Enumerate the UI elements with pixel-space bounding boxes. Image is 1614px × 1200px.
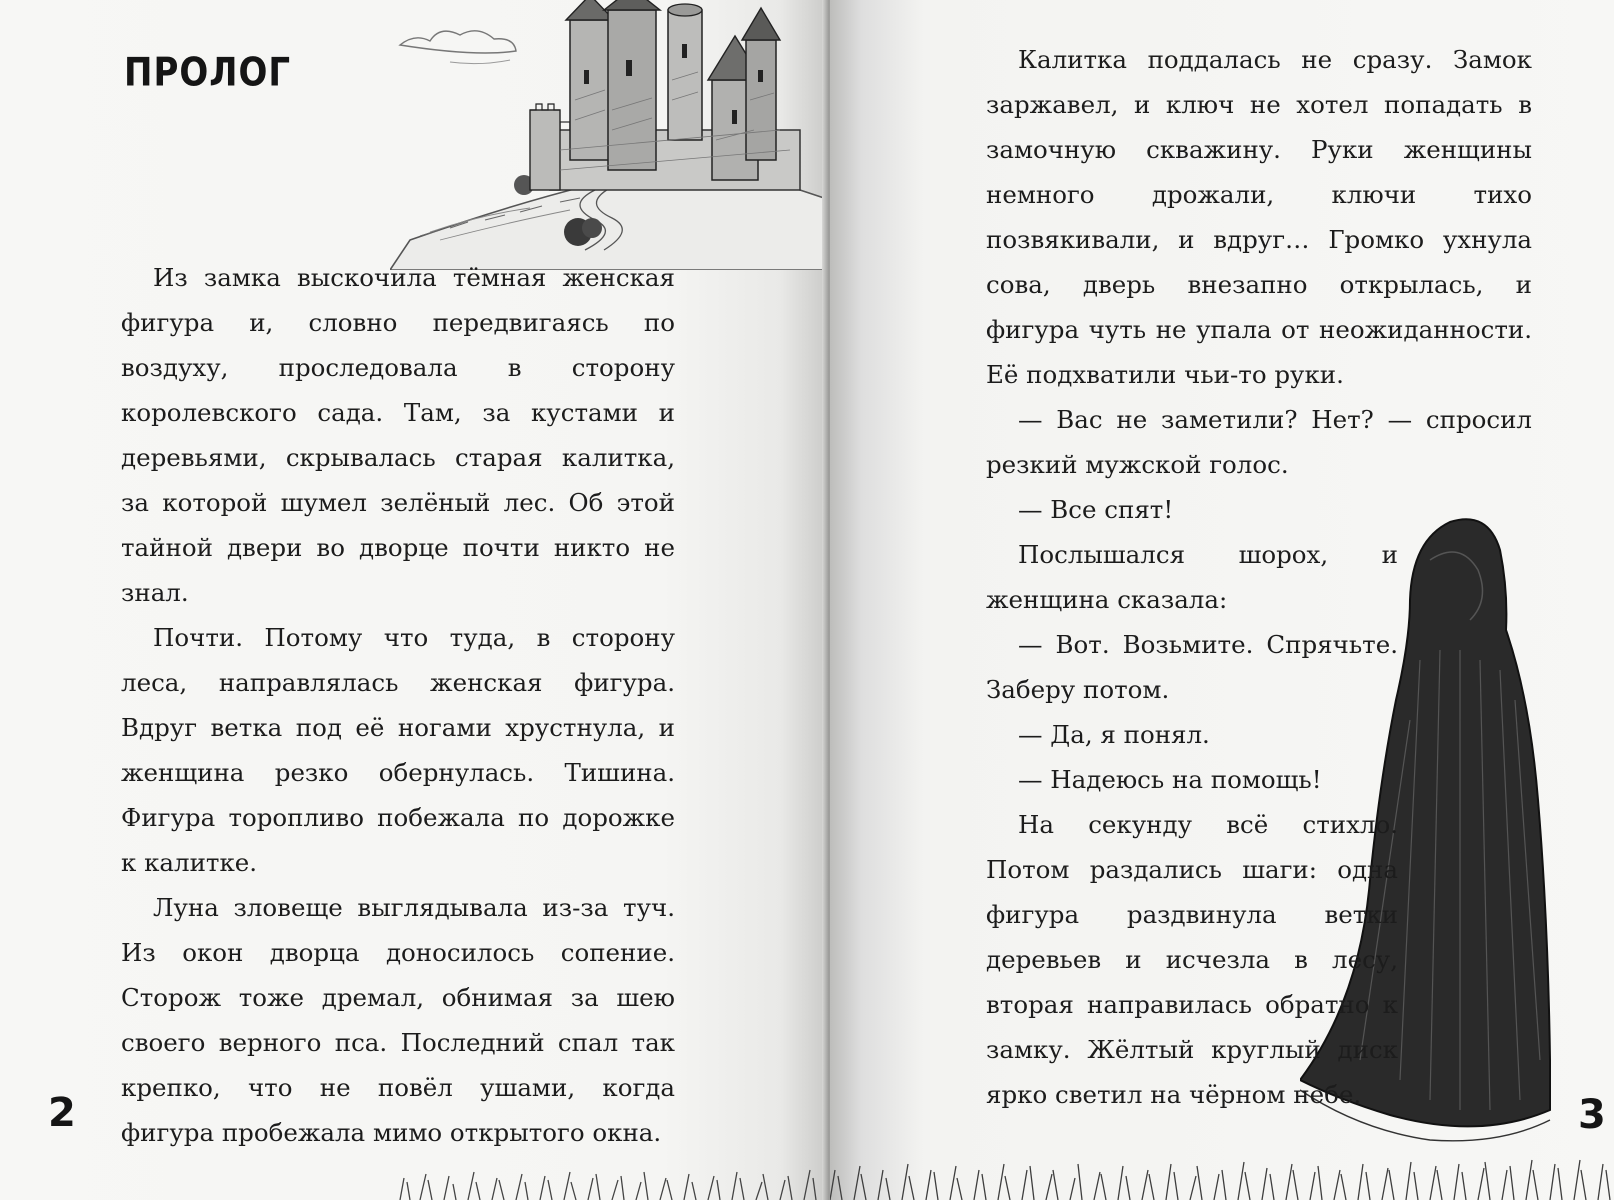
paragraph: Почти. Потому что туда, в сторону леса, направлялась женская фигура. Вдруг ветка под её ногами хрустнула, и женщина резко обернулась. Тишина. Фигура торопливо побежала по дорожке к калитке. [121, 623, 675, 877]
page-number-right: 3 [1578, 1092, 1606, 1138]
paragraph: Послышался шорох, и женщина сказала: [986, 540, 1398, 614]
paragraph: Калитка поддалась не сразу. Замок заржавел, и ключ не хотел попадать в замочную скважину. Руки женщины немного дрожали, ключи тихо позвякивали, и вдруг… Громко ухнула сова, дверь внезапно открылась, и фигура чуть не упала от неожиданности. Её подхватили чьи-то руки. [986, 45, 1532, 389]
paragraph: Луна зловеще выглядывала из-за туч. Из окон дворца доносилось сопение. Сторож тоже дремал, обнимая за шею своего верного пса. Последний спал так крепко, что не повёл ушами, когда фигура пробежала мимо открытого окна. [121, 893, 675, 1147]
grass-illustration [830, 1120, 1614, 1200]
left-page-text [121, 255, 675, 1155]
right-page [830, 0, 1614, 1200]
paragraph: Из замка выскочила тёмная женская фигура и, словно передвигаясь по воздуху, проследовала в сторону королевского сада. Там, за кустами и деревьями, скрывалась старая калитка, за которой шумел зелёный лес. Об этой тайной двери во дворце почти никто не знал. [121, 263, 675, 607]
dialogue-line: — Надеюсь на помощь! [1018, 765, 1322, 794]
dialogue-line: — Да, я понял. [1018, 720, 1210, 749]
grass-illustration [0, 1140, 830, 1200]
chapter-title: ПРОЛОГ [124, 50, 292, 96]
castle-illustration [390, 0, 830, 270]
dialogue-line: — Все спят! [1018, 495, 1174, 524]
page-number-left: 2 [48, 1090, 76, 1136]
paragraph: На секунду всё стихло. Потом раздались шаги: одна фигура раздвинула ветки деревьев и исчезла в лесу, вторая направилась обратно к замку. Жёлтый круглый диск ярко светил на чёрном небе. [986, 810, 1398, 1109]
dialogue-line: — Вас не заметили? Нет? — спросил резкий мужской голос. [986, 405, 1532, 479]
right-page-text [986, 37, 1532, 1117]
dialogue-line: — Вот. Возьмите. Спрячьте. Заберу потом. [986, 630, 1398, 704]
